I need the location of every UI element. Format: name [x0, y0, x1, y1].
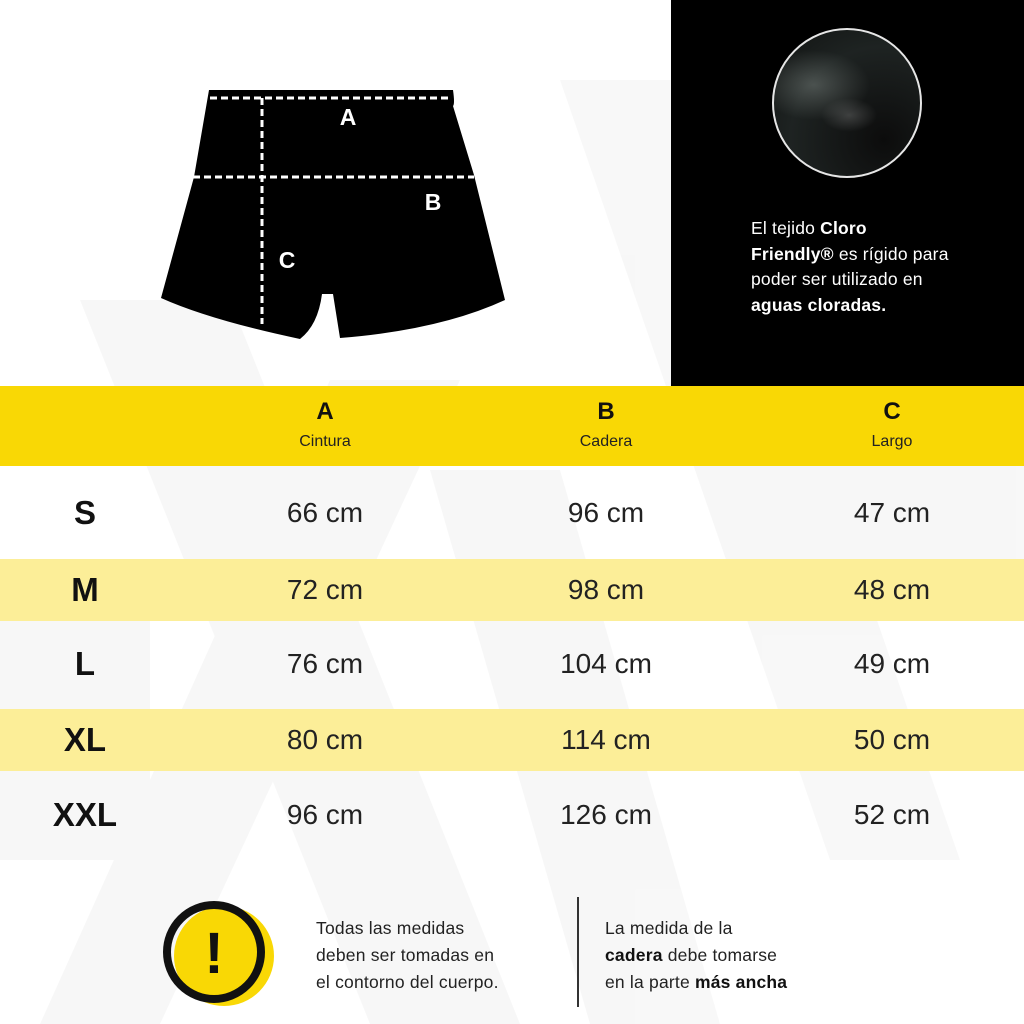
- waist-value: 66 cm: [286, 497, 364, 528]
- hip-value: 114 cm: [561, 724, 651, 755]
- waist-value: 80 cm: [286, 724, 364, 755]
- fabric-swatch-image: [772, 28, 922, 178]
- label-b: B: [424, 189, 442, 215]
- table-row-xl: [0, 709, 1024, 771]
- column-letter: B: [597, 398, 615, 425]
- table-row-m: [0, 559, 1024, 621]
- note-line: deben ser tomadas en: [316, 945, 495, 965]
- column-label: Largo: [871, 433, 913, 450]
- note-line: el contorno del cuerpo.: [316, 972, 499, 992]
- label-a: A: [339, 104, 357, 130]
- size-label: L: [74, 645, 96, 682]
- fabric-info-panel: [671, 0, 1024, 386]
- hip-value: 96 cm: [567, 497, 645, 528]
- note-line: debe tomarse: [662, 945, 778, 965]
- length-value: 47 cm: [853, 497, 931, 528]
- column-label: Cadera: [579, 433, 633, 450]
- length-value: 49 cm: [853, 648, 931, 679]
- waist-value: 96 cm: [286, 799, 364, 830]
- fabric-brand-part1: Cloro: [820, 218, 867, 238]
- shorts-diagram: [150, 80, 520, 350]
- column-letter: A: [316, 398, 334, 425]
- fabric-brand-part2: Friendly®: [751, 243, 834, 264]
- note-line: Todas las medidas: [316, 918, 465, 938]
- length-value: 48 cm: [853, 574, 931, 605]
- note-emphasis: cadera: [605, 945, 663, 965]
- note-line: en la parte: [605, 972, 695, 992]
- fabric-text-line4: aguas cloradas.: [751, 294, 887, 315]
- note-emphasis: más ancha: [694, 972, 788, 992]
- length-value: 50 cm: [853, 724, 931, 755]
- size-label: S: [73, 494, 96, 531]
- table-row-xxl: [0, 784, 1024, 846]
- column-label: Cintura: [299, 433, 351, 450]
- column-header-c: [792, 398, 992, 452]
- waist-value: 76 cm: [286, 648, 364, 679]
- fabric-text-line1: El tejido: [751, 218, 821, 238]
- column-header-b: [506, 398, 706, 452]
- label-c: C: [278, 247, 296, 273]
- waist-value: 72 cm: [286, 574, 364, 605]
- fabric-text-line3: poder ser utilizado en: [751, 269, 923, 289]
- table-row-l: [0, 633, 1024, 695]
- size-label: M: [71, 571, 99, 608]
- length-value: 52 cm: [853, 799, 931, 830]
- column-header-a: [225, 398, 425, 452]
- column-letter: C: [883, 398, 901, 425]
- warning-icon: [158, 898, 278, 1018]
- hip-value: 126 cm: [560, 799, 652, 830]
- shorts-silhouette: [161, 90, 505, 339]
- notes-divider: [577, 897, 579, 1007]
- table-row-s: [0, 482, 1024, 544]
- size-table-header: [0, 386, 1024, 466]
- note-line: La medida de la: [605, 918, 733, 938]
- fabric-description: [751, 216, 996, 318]
- warning-glyph: !: [204, 921, 224, 986]
- measurement-note: [316, 915, 566, 996]
- hip-value: 104 cm: [560, 648, 652, 679]
- size-label: XL: [63, 721, 107, 758]
- hip-value: 98 cm: [567, 574, 645, 605]
- hip-measurement-note: [605, 915, 865, 996]
- fabric-text-line2: es rígido para: [833, 243, 949, 264]
- size-label: XXL: [52, 796, 118, 833]
